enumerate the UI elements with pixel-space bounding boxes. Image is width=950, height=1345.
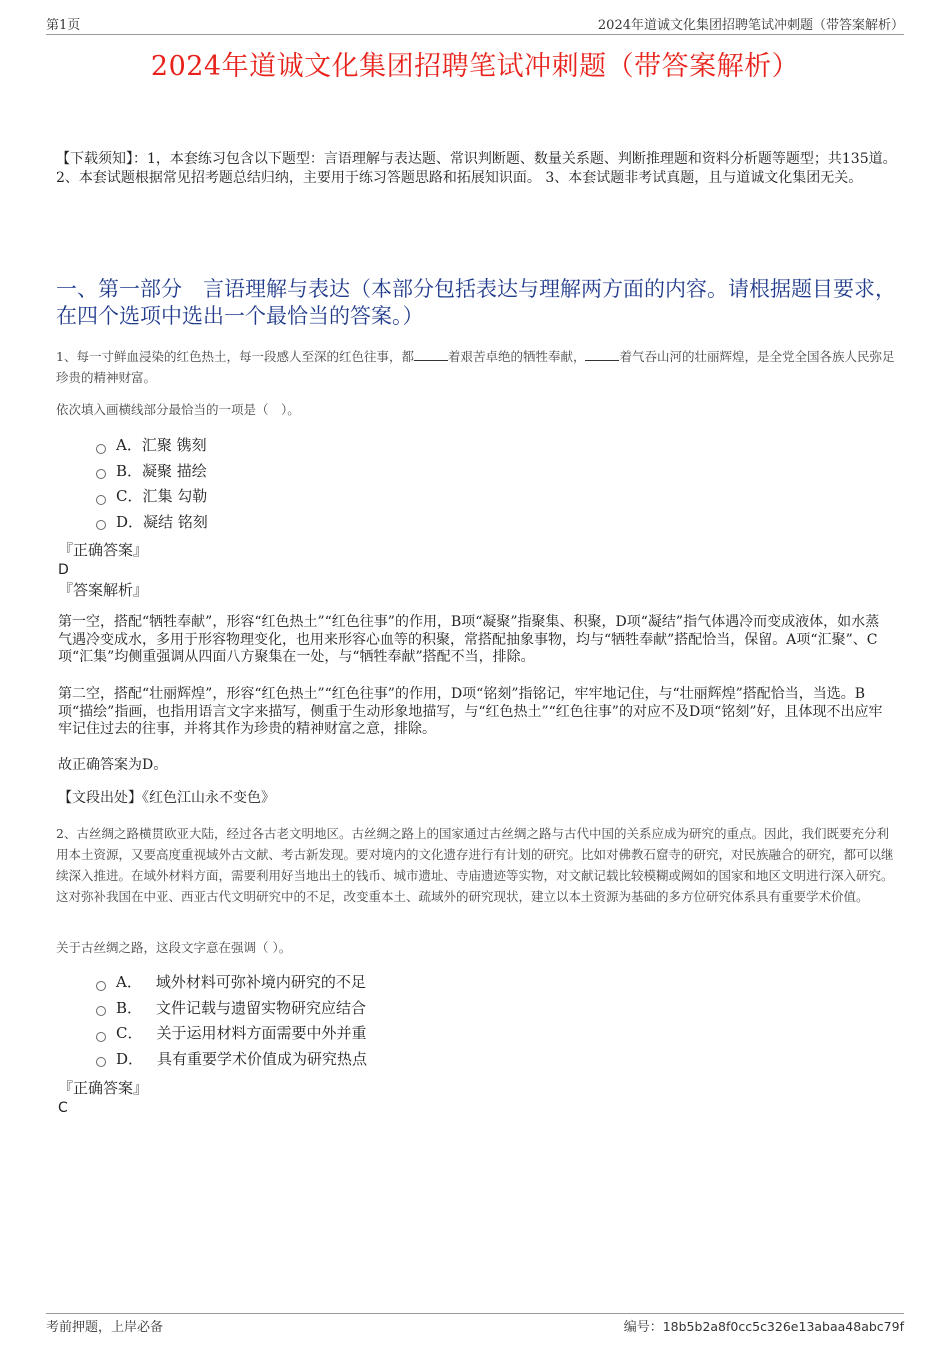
q1-analysis-1: 第一空，搭配“牺牲奉献”，形容“红色热土”“红色往事”的作用，B项“凝聚”指聚集、积聚，D项“凝结”指气体遇冷而变成液体，如水蒸气遇冷变成水，多用于形容物理变化，也用来形容心血等的积聚，常搭配抽象事物，均与“牺牲奉献”搭配恰当，保留。A项“汇聚”、C项“汇集”均侧重强调从四面八方聚集在一处，与“牺牲奉献”搭配不当，排除。 bbox=[58, 614, 880, 665]
q1-stem-part-a: 1、每一寸鲜血浸染的红色热土，每一段感人至深的红色往事，都 bbox=[56, 349, 414, 364]
option-key: C． bbox=[116, 1024, 143, 1042]
option-text: 凝结 铭刻 bbox=[143, 512, 208, 531]
question-2-stem: 2、古丝绸之路横贯欧亚大陆，经过各古老文明地区。古丝绸之路上的国家通过古丝绸之路与古代中国的关系应成为研究的重点。因此，我们既要充分利用本土资源，又要高度重视域外古文献、考古新发现。要对境内的文化遗存进行有计划的研究。比如对佛教石窟寺的研究，对民族融合的研究，都可以继续深入推进。在域外材料方面，需要利用好当地出土的钱币、城市遗址、寺庙遗迹等实物，对文献记载比较模糊或阙如的国家和地区文明进行深入研究。这对弥补我国在中亚、西亚古代文明研究中的不足，改变重本土、疏域外的研究现状，建立以本土资源为基础的多方位研究体系具有重要学术价值。 bbox=[56, 826, 894, 904]
q2-option-b[interactable] bbox=[96, 996, 596, 1022]
option-key: D． bbox=[116, 1049, 144, 1068]
q1-option-a[interactable] bbox=[96, 433, 596, 459]
option-key: B． bbox=[116, 461, 143, 480]
radio-icon[interactable] bbox=[96, 981, 106, 991]
q1-blank-1 bbox=[414, 348, 448, 361]
question-1-options bbox=[96, 433, 596, 535]
q1-option-c[interactable] bbox=[96, 484, 596, 510]
q2-answer: C bbox=[58, 1100, 68, 1116]
q1-stem-part-c: 着气吞山河的壮丽辉煌，是全党全国各族人民弥足珍贵的精神财富。 bbox=[56, 349, 895, 385]
q1-option-b[interactable] bbox=[96, 459, 596, 485]
q1-answer-label: 『正确答案』 bbox=[58, 541, 149, 559]
q1-analysis-2: 第二空，搭配“壮丽辉煌”，形容“红色热土”“红色往事”的作用，D项“铭刻”指铭记，牢牢地记住，与“壮丽辉煌”搭配恰当，当选。B项“描绘”指画，也指用语言文字来描写，侧重于生动形象地描写，与“红色热土”“红色往事”的对应不及D项“铭刻”好，且体现不出应牢牢记住过去的往事，并将其作为珍贵的精神财富之意，排除。 bbox=[58, 686, 883, 737]
q2-option-a[interactable] bbox=[96, 970, 596, 996]
option-text: 具有重要学术价值成为研究热点 bbox=[157, 1049, 368, 1068]
q1-blank-2 bbox=[585, 348, 619, 361]
section-title: 一、第一部分 言语理解与表达（本部分包括表达与理解两方面的内容。请根据题目要求，在四个选项中选出一个最恰当的答案。） bbox=[56, 277, 896, 328]
page-footer bbox=[46, 1313, 904, 1334]
option-text: 汇聚 镌刻 bbox=[141, 436, 207, 454]
footer-code-block bbox=[624, 1316, 904, 1335]
footer-code-label: 编号： bbox=[623, 1320, 663, 1335]
option-text: 关于运用材料方面需要中外并重 bbox=[156, 1024, 367, 1042]
download-notice: 【下载须知】：1，本套练习包含以下题型：言语理解与表达题、常识判断题、数量关系题、判断推理题和资料分析题等题型；共135道。 2、本套试题根据常见招考题总结归纳，主要用于练习答题思路和拓展知识面。 3、本套试题非考试真题，且与道诚文化集团无关。 bbox=[56, 151, 897, 186]
option-key: C． bbox=[116, 487, 143, 505]
option-key: B． bbox=[116, 998, 143, 1017]
q1-analysis-label: 『答案解析』 bbox=[58, 581, 149, 599]
q1-source: 【文段出处】《红色江山永不变色》 bbox=[58, 790, 275, 806]
option-text: 凝聚 描绘 bbox=[142, 461, 207, 480]
page-number: 第1页 bbox=[46, 18, 81, 33]
header-doc-title: 2024年道诚文化集团招聘笔试冲刺题（带答案解析） bbox=[597, 18, 904, 33]
q2-option-c[interactable] bbox=[96, 1021, 596, 1047]
q2-option-d[interactable] bbox=[96, 1047, 596, 1073]
radio-icon[interactable] bbox=[96, 1032, 106, 1042]
page-header bbox=[46, 14, 904, 35]
radio-icon[interactable] bbox=[96, 520, 106, 530]
question-2-ask: 关于古丝绸之路，这段文字意在强调（ ）。 bbox=[56, 940, 292, 955]
option-text: 文件记载与遗留实物研究应结合 bbox=[156, 998, 367, 1017]
footer-slogan: 考前押题，上岸必备 bbox=[46, 1320, 164, 1335]
question-1-ask: 依次填入画横线部分最恰当的一项是（ ）。 bbox=[56, 402, 300, 417]
radio-icon[interactable] bbox=[96, 1006, 106, 1016]
radio-icon[interactable] bbox=[96, 1057, 106, 1067]
radio-icon[interactable] bbox=[96, 495, 106, 505]
option-text: 汇集 勾勒 bbox=[142, 487, 208, 505]
radio-icon[interactable] bbox=[96, 469, 106, 479]
q1-stem-part-b: 着艰苦卓绝的牺牲奉献， bbox=[447, 349, 586, 364]
option-text: 域外材料可弥补境内研究的不足 bbox=[155, 973, 366, 991]
option-key: A． bbox=[116, 436, 142, 454]
radio-icon[interactable] bbox=[96, 444, 106, 454]
option-key: D． bbox=[116, 512, 144, 531]
q1-answer: D bbox=[58, 562, 69, 578]
footer-code: 18b5b2a8f0cc5c326e13abaa48abc79f bbox=[662, 1319, 904, 1334]
question-2-options bbox=[96, 970, 596, 1072]
question-1-stem bbox=[56, 346, 901, 388]
q2-answer-label: 『正确答案』 bbox=[58, 1079, 149, 1097]
q1-analysis-3: 故正确答案为D。 bbox=[58, 757, 168, 773]
document-title: 2024年道诚文化集团招聘笔试冲刺题（带答案解析） bbox=[150, 51, 800, 82]
q1-option-d[interactable] bbox=[96, 510, 596, 536]
option-key: A． bbox=[116, 973, 142, 991]
